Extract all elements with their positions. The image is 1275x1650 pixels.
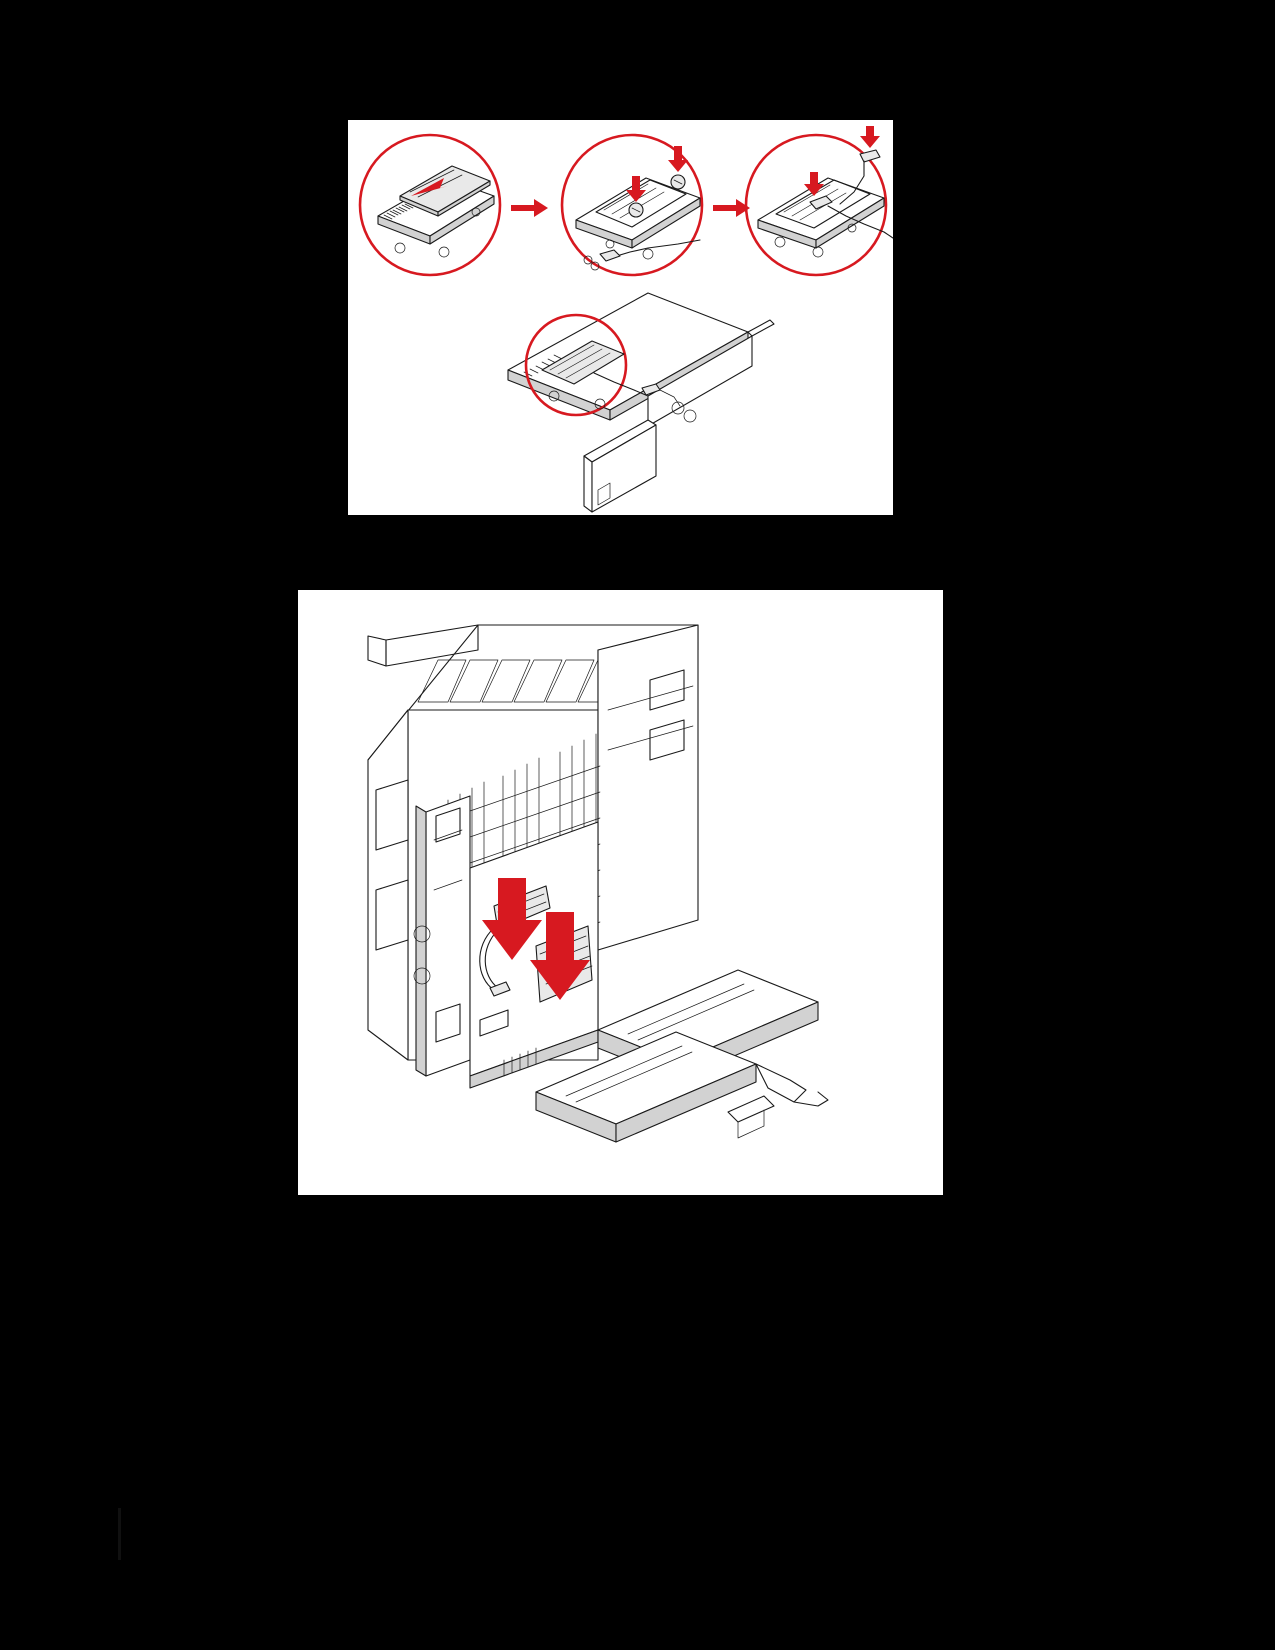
step-4-callout: [508, 293, 774, 512]
sequence-arrow-1: [511, 199, 548, 217]
sequence-arrow-2: [713, 199, 750, 217]
figure-m2-install-sequence: [348, 120, 893, 515]
figure-pcie-card-install: [298, 590, 943, 1195]
step-1-callout: [360, 135, 500, 275]
step-2-callout: [562, 135, 702, 275]
page-footer-marker: [118, 1508, 121, 1560]
step-3-callout: [746, 126, 893, 275]
figure-one-artwork: [348, 120, 893, 515]
figure-two-artwork: [298, 590, 943, 1195]
